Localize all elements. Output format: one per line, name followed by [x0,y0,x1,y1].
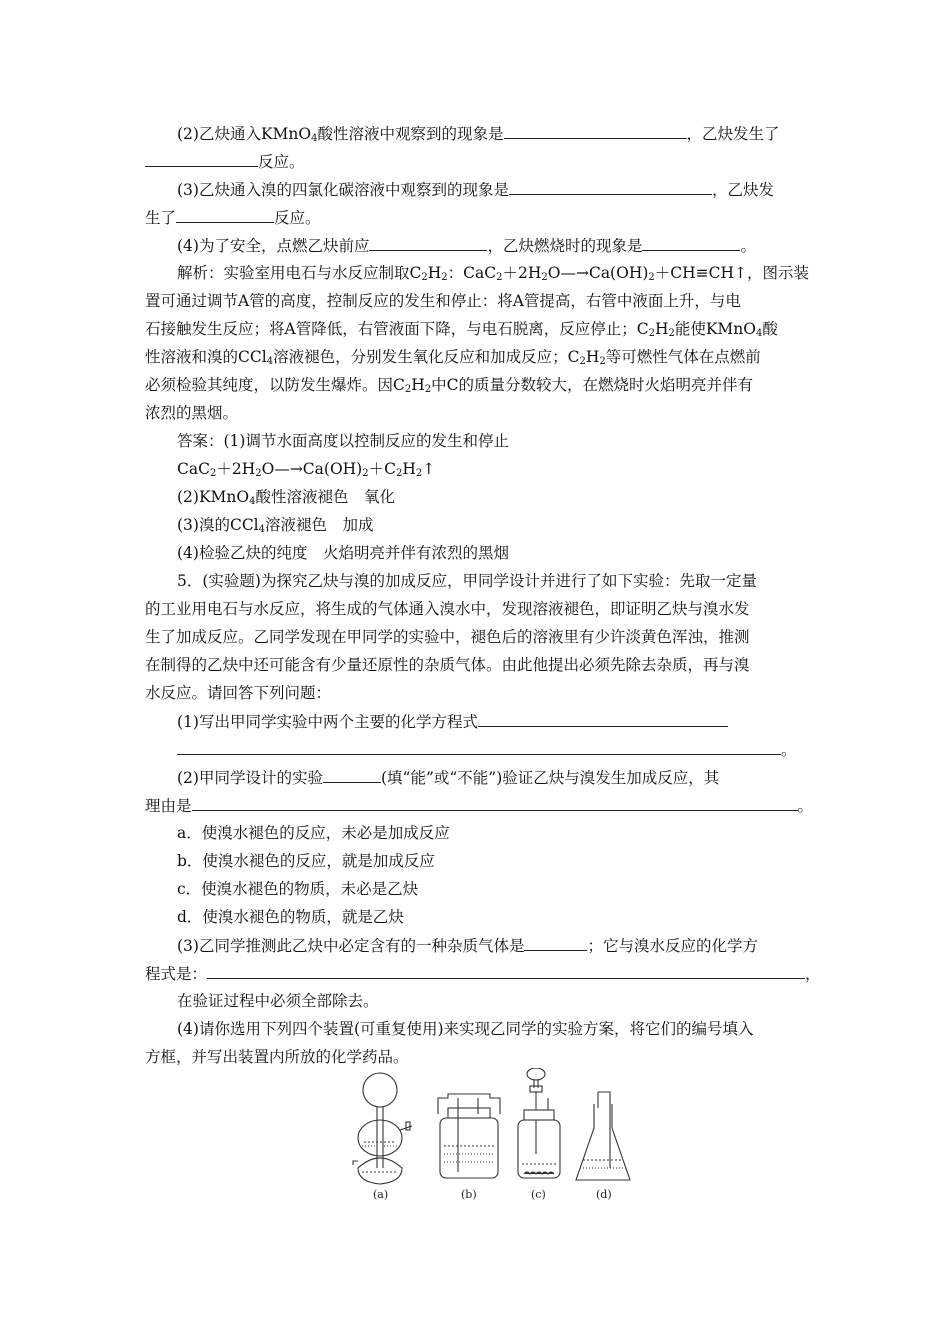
answer-blank[interactable] [642,234,740,251]
analysis-line5: 必须检验其纯度，以防发生爆炸。因$C_2H_2$中C的质量分数较大，在燃烧时火焰明亮并伴有 [145,376,754,395]
label-a: (a) [373,1188,389,1201]
kipps-apparatus-a [353,1073,412,1184]
answer-blank[interactable] [369,234,487,251]
q5-sub1-line1: (1)写出甲同学实验中两个主要的化学方程式 [177,710,728,733]
label-b: (b) [461,1188,477,1201]
option-c: c．使溴水褪色的物质，未必是乙炔 [177,880,419,898]
q5-line2: 的工业用电石与水反应，将生成的气体通入溴水中，发现溶液褪色，即证明乙炔与溴水发 [145,600,750,618]
question-4-3-line2: 生了 反应。 [145,206,321,229]
apparatus-figure [340,1068,640,1208]
answer-blank[interactable] [176,206,274,223]
label-d: (d) [596,1188,612,1201]
answer-blank[interactable] [192,794,798,811]
q5-sub1-line2: 。 [177,738,797,761]
answer-line4: (3)溴的CCl$_4$溶液褪色 加成 [177,516,374,535]
q5-sub4-line2: 方框，并写出装置内所放的化学药品。 [145,1048,409,1066]
q5-sub3-line3: 在验证过程中必须全部除去。 [177,992,379,1010]
option-a: a．使溴水褪色的反应，未必是加成反应 [177,824,450,842]
q5-sub2-line1: (2)甲同学设计的实验 (填“能”或“不能”)验证乙炔与溴发生加成反应，其 [177,766,719,789]
q5-sub3-line1: (3)乙同学推测此乙炔中必定含有的一种杂质气体是 ；它与溴水反应的化学方 [177,934,758,957]
option-d: d．使溴水褪色的物质，就是乙炔 [177,908,404,926]
answer-blank[interactable] [478,710,728,727]
q5-sub3-line2: 程式是： ， [145,962,821,985]
answer-line3: (2)KMnO$_4$酸性溶液褪色 氧化 [177,488,395,507]
answer-line1: 答案：(1)调节水面高度以控制反应的发生和停止 [177,432,509,450]
answer-blank[interactable] [145,150,258,167]
answer-blank[interactable] [177,738,781,755]
question-4-2-line1: (2)乙炔通入KMnO$_4$酸性溶液中观察到的现象是 ，乙炔发生了 [177,122,780,150]
q5-line1: 5．(实验题)为探究乙炔与溴的加成反应，甲同学设计并进行了如下实验：先取一定量 [177,572,757,590]
q5-sub2-line2: 理由是 。 [145,794,813,817]
answer-line5: (4)检验乙炔的纯度 火焰明亮并伴有浓烈的黑烟 [177,544,509,562]
q5-line4: 在制得的乙炔中还可能含有少量还原性的杂质气体。由此他提出必须先除去杂质，再与溴 [145,656,750,674]
analysis-line4: 性溶液和溴的CCl$_4$溶液褪色，分别发生氧化反应和加成反应；$C_2H_2$等可燃性气体在点燃前 [145,348,761,367]
gas-washing-bottle-b [438,1094,500,1178]
answer-line2: $CaC_2+2H_2O—\to Ca(OH)_2+C_2H_2↑$ [177,460,436,479]
generator-bottle-c [518,1068,560,1178]
answer-blank[interactable] [323,766,381,783]
analysis-line3: 石接触发生反应；将A管降低，右管液面下降，与电石脱离，反应停止；$C_2H_2$能使KMnO$_4$酸 [145,320,778,339]
q5-line5: 水反应。请回答下列问题： [145,684,332,702]
conical-flask-d [576,1092,630,1180]
analysis-line6: 浓烈的黑烟。 [145,404,239,422]
question-4-4-line: (4)为了安全，点燃乙炔前应 ，乙炔燃烧时的现象是 。 [177,234,756,257]
option-b: b．使溴水褪色的反应，就是加成反应 [177,852,435,870]
q5-sub4-line1: (4)请你选用下列四个装置(可重复使用)来实现乙同学的实验方案，将它们的编号填入 [177,1020,754,1038]
analysis-line1: 解析：实验室用电石与水反应制取$C_2H_2$：$CaC_2+2H_2O—\to Ca(OH)_2+CH\equiv CH↑$，图示装 [177,264,809,283]
answer-blank[interactable] [524,934,587,951]
label-c: (c) [531,1188,546,1201]
answer-blank[interactable] [207,962,805,979]
question-4-3-line1: (3)乙炔通入溴的四氯化碳溶液中观察到的现象是 ，乙炔发 [177,178,774,201]
answer-blank[interactable] [504,122,687,139]
analysis-line2: 置可通过调节A管的高度，控制反应的发生和停止：将A管提高，右管中液面上升，与电 [145,292,741,310]
q5-line3: 生了加成反应。乙同学发现在甲同学的实验中，褪色后的溶液里有少许淡黄色浑浊，推测 [145,628,750,646]
answer-blank[interactable] [509,178,712,195]
question-4-2-line2: 反应。 [145,150,305,173]
